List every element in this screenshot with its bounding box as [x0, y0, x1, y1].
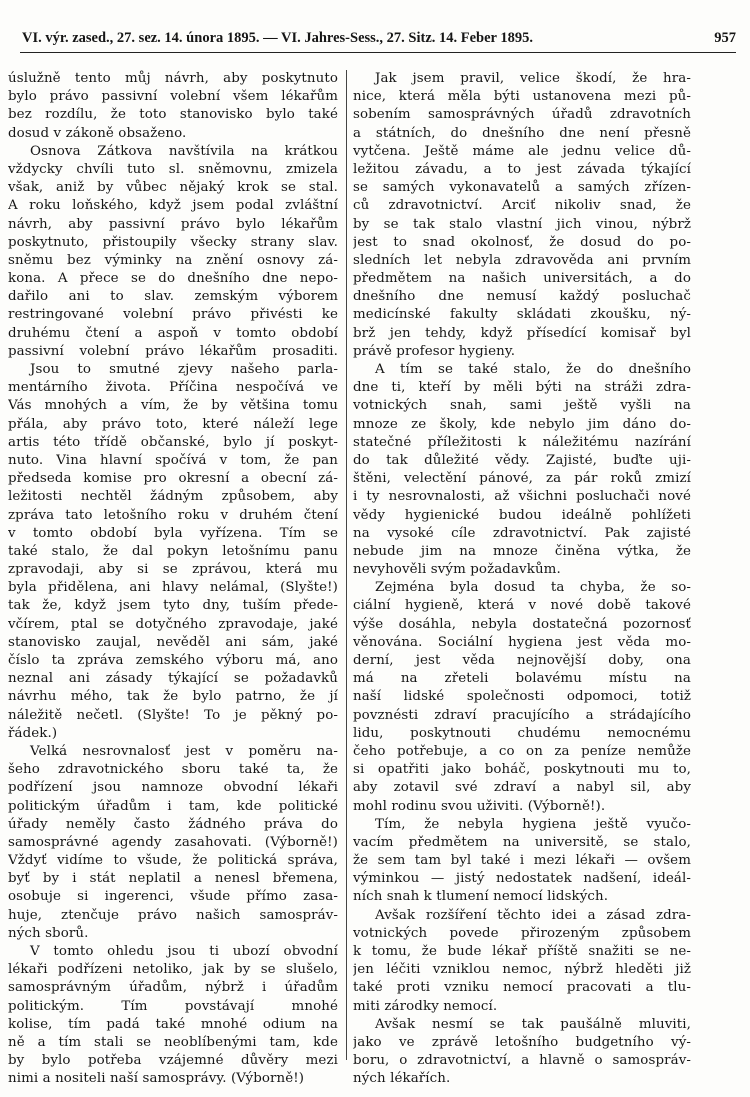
text-line: čeho potřebuje, a co on za peníze nemůže	[353, 743, 691, 759]
text-line: výše dosáhla, nebyla dostatečná pozornosť	[353, 616, 691, 632]
text-line: lékaři podřízeni netoliko, jak by se slušelo,	[8, 962, 338, 978]
right-column	[353, 70, 691, 1089]
text-line: návrh, aby passivní právo bylo lékařům	[8, 216, 338, 232]
text-line: k tomu, že bude lékař příště snažiti se ne-	[353, 944, 691, 959]
text-line: ných sborů.	[8, 925, 89, 941]
text-line: šeho zdravotnického sboru také ta, že	[8, 762, 338, 778]
text-line: byť by i stát neplatil a nenesl břemena,	[8, 871, 338, 887]
text-line: včírem, ptal se dotyčného zpravodaje, jaké	[8, 616, 338, 632]
text-line: nevyhověli svým požadavkům.	[353, 562, 561, 578]
running-header	[22, 30, 736, 52]
text-line: lidu, poskytnouti chudému nemocnému	[353, 725, 691, 741]
text-line: dnešního dne nemusí každý posluchač	[353, 289, 691, 305]
text-line: Zejména byla dosud ta chyba, že so-	[375, 580, 691, 596]
text-line: sobením samosprávných úřadů zdravotních	[353, 107, 691, 123]
text-line: by bylo potřeba vzájemné důvěry mezi	[8, 1053, 338, 1069]
text-line: vědy hygienické budou ideálně pohlížeti	[353, 507, 691, 523]
text-line: právě profesor hygieny.	[353, 343, 516, 359]
text-line: naší lidské společnosti odpomoci, totiž	[353, 689, 691, 705]
text-line: Vás mnohých a vím, že by většina tomu	[8, 398, 338, 414]
text-line: ležitosti nechtěl žádným způsobem, aby	[8, 489, 338, 505]
text-line: V tomto ohledu jsou ti ubozí obvodní	[30, 944, 338, 959]
text-line: v tomto období byla vyřízena. Tím se	[8, 525, 338, 541]
text-line: návrhu mého, tak že bylo patrno, že jí	[8, 689, 338, 705]
text-line: také proti vzniku nemocí pracovati a tlu-	[353, 980, 691, 996]
text-line: votnických snah, sami ještě vyšli na	[353, 398, 691, 414]
text-line: náležitě nečetl. (Slyšte! To je pěkný po-	[8, 707, 338, 723]
text-line: nuto. Vina hlavní spočívá v tom, že pan	[8, 452, 338, 468]
header-rule	[20, 52, 736, 53]
text-line: předseda komise pro okresní a obecní zá-	[8, 471, 338, 487]
text-line: úřady neměly často žádného práva do	[8, 816, 338, 832]
text-line: vacím předmětem na universitě, se stalo,	[353, 834, 691, 850]
text-line: nice, která měla býti ustanovena mezi pů-	[353, 89, 691, 105]
text-line: do tak důležité vědy. Zajisté, buďte uji-	[353, 452, 691, 468]
text-line: artis této třídě občanské, bylo jí poskyt-	[8, 434, 338, 450]
text-line: na vysoké cíle zdravotnictví. Pak zajisté	[353, 525, 691, 541]
text-line: i ty nesrovnalosti, až všichni posluchači nové	[353, 489, 691, 505]
text-line: statečné příležitosti k náležitému nazírání	[353, 434, 691, 450]
text-line: nebude jim na mnoze činěna výtka, že	[353, 543, 691, 559]
text-line: Jak jsem pravil, velice škodí, že hra-	[375, 71, 691, 86]
text-line: dne ti, kteří by měli býti na stráži zdra-	[353, 380, 691, 396]
text-line: politickým. Tím povstávají mnohé	[8, 998, 338, 1014]
text-line: Avšak nesmí se tak paušálně mluviti,	[375, 1016, 691, 1032]
text-line: dařilo ani to slav. zemským výborem	[8, 289, 338, 305]
text-line: však, aniž by vůbec nějaký krok se stal.	[8, 180, 338, 196]
text-line: mentárního života. Příčina nespočívá ve	[8, 380, 338, 396]
text-line: samosprávné agendy zasahovati. (Výborně!)	[8, 834, 338, 850]
text-line: boru, o zdravotnictví, a hlavně o samospráv-	[353, 1053, 691, 1069]
text-line: věnována. Sociální hygiena jest věda mo-	[353, 634, 691, 650]
text-line: brž jen tehdy, když přísedící komisař byl	[353, 325, 691, 341]
header-title: VI. výr. zased., 27. sez. 14. února 1895. — VI. Jahres-Sess., 27. Sitz. 14. Feber 1895.	[22, 30, 533, 46]
text-line: jest to snad okolnosť, že dosud do po-	[353, 234, 691, 250]
text-line: derní, jest věda nejnovější doby, ona	[353, 653, 691, 668]
text-line: Jsou to smutné zjevy našeho parla-	[30, 362, 338, 377]
text-line: sněmu bez výminky na znění osnovy zá-	[8, 252, 338, 268]
text-line: se samých vykonavatelů a samých zřízen-	[353, 180, 691, 196]
text-line: Osnova Zátkova navštívila na krátkou	[30, 143, 338, 159]
text-line: ných lékařích.	[353, 1071, 451, 1087]
text-line: ně a tím stali se neoblíbenými tam, kde	[8, 1034, 338, 1050]
text-line: by se tak stalo vlastní jich vinou, nýbrž	[353, 216, 691, 232]
text-line: vytčena. Ještě máme ale jednu velice dů-	[353, 143, 691, 159]
text-line: jen léčiti vzniklou nemoc, nýbrž hleděti již	[353, 962, 691, 978]
text-line: bez rozdílu, že toto stanovisko bylo také	[8, 107, 338, 123]
text-line: Tím, že nebyla hygiena ještě vyučo-	[375, 816, 691, 832]
text-line: že sem tam byl také i mezi lékaři — ovšem	[353, 853, 691, 869]
text-line: nimi a nositeli naší samosprávy. (Výborně!)	[8, 1071, 305, 1087]
text-line: miti zárodky nemocí.	[353, 998, 498, 1014]
text-line: ciální hygieně, která v nové době takové	[353, 598, 691, 614]
page-number: 957	[714, 30, 736, 46]
text-line: mnoze ze školy, kde nebylo jim dáno do-	[353, 416, 691, 432]
column-divider	[346, 70, 347, 1060]
text-line: samosprávným úřadům, nýbrž i úřadům	[8, 980, 338, 996]
text-line: kolise, tím padá také mnohé odium na	[8, 1016, 338, 1032]
text-line: a státních, do dnešního dne není přesně	[353, 125, 691, 141]
text-line: úslužně tento můj návrh, aby poskytnuto	[8, 71, 338, 86]
text-line: stanovisko zaujal, nevěděl ani sám, jaké	[8, 634, 338, 650]
text-line: výminkou — jistý nedostatek nadšení, ideál-	[353, 871, 691, 887]
text-line: podřízení jsou namnoze obvodní lékaři	[8, 780, 338, 796]
text-line: Velká nesrovnalosť jest v poměru na-	[30, 743, 338, 759]
left-column	[8, 70, 338, 1089]
text-line: druhému čtení a aspoň v tomto období	[8, 325, 338, 341]
text-line: mohl rodinu svou uživiti. (Výborně!).	[353, 798, 606, 814]
text-line: Avšak rozšíření těchto idei a zásad zdra-	[375, 907, 691, 923]
text-line: také stalo, že dal pokyn letošnímu panu	[8, 543, 338, 559]
text-line: přála, aby právo toto, které náleží lege	[8, 416, 338, 432]
text-line: Vždyť vidíme to všude, že politická správa,	[8, 853, 338, 869]
text-line: passivní volební právo lékařům prosaditi.	[8, 343, 338, 359]
text-line: si opatřiti jako boháč, poskytnouti mu to,	[353, 762, 691, 778]
text-line: číslo ta zpráva zemského výboru má, ano	[8, 653, 338, 668]
text-line: zpravodaji, aby si se zprávou, která mu	[8, 562, 338, 578]
text-line: bylo právo passivní volební všem lékařům	[8, 89, 338, 105]
text-line: má na zřeteli bolavému místu na	[353, 671, 691, 687]
text-line: ců zdravotnictví. Arciť nikoliv snad, že	[353, 198, 691, 214]
text-line: jako ve zprávě letošního budgetního vý-	[353, 1034, 691, 1050]
text-line: restringované volební právo přivésti ke	[8, 307, 338, 323]
text-line: A roku loňského, když jsem podal zvláštní	[8, 198, 338, 214]
text-line: byla přidělena, ani hlavy nelámal, (Slyšte!)	[8, 580, 338, 596]
text-line: kona. A přece se do dnešního dne nepo-	[8, 271, 338, 287]
text-line: sledních let nebyla zdravověda ani prvním	[353, 252, 691, 268]
text-line: předmětem na našich universitách, a do	[353, 271, 691, 287]
text-line: votnických povede přirozeným způsobem	[353, 925, 691, 941]
text-line: osobuje si ingerenci, všude přímo zasa-	[8, 889, 338, 905]
text-line: aby zotavil své zdraví a nabyl sil, aby	[353, 780, 691, 796]
text-line: zpráva tato letošního roku v druhém čtení	[8, 507, 338, 523]
text-line: A tím se také stalo, že do dnešního	[375, 362, 691, 377]
text-line: ležitou závadu, a to jest závada týkající	[353, 161, 691, 177]
text-line: štěni, velectění pánové, za pár roků zmizí	[353, 471, 691, 487]
text-line: ních snah k tlumení nemocí lidských.	[353, 889, 609, 905]
text-line: neznal ani zásady týkající se požadavků	[8, 671, 338, 687]
text-line: dosud v zákoně obsaženo.	[8, 125, 187, 141]
text-line: medicínské fakulty skládati zkoušku, ný-	[353, 307, 691, 323]
text-line: vždycky chvíli tuto sl. sněmovnu, zmizela	[8, 161, 338, 177]
text-line: povznésti zdraví pracujícího a strádajícího	[353, 707, 691, 723]
text-line: tak že, když jsem tyto dny, tuším přede-	[8, 598, 338, 614]
text-line: huje, ztenčuje právo našich samospráv-	[8, 907, 338, 923]
text-line: politickým úřadům i tam, kde politické	[8, 798, 338, 814]
text-line: řádek.)	[8, 725, 58, 741]
text-line: poskytnuto, přistoupily všecky strany slav.	[8, 234, 338, 250]
